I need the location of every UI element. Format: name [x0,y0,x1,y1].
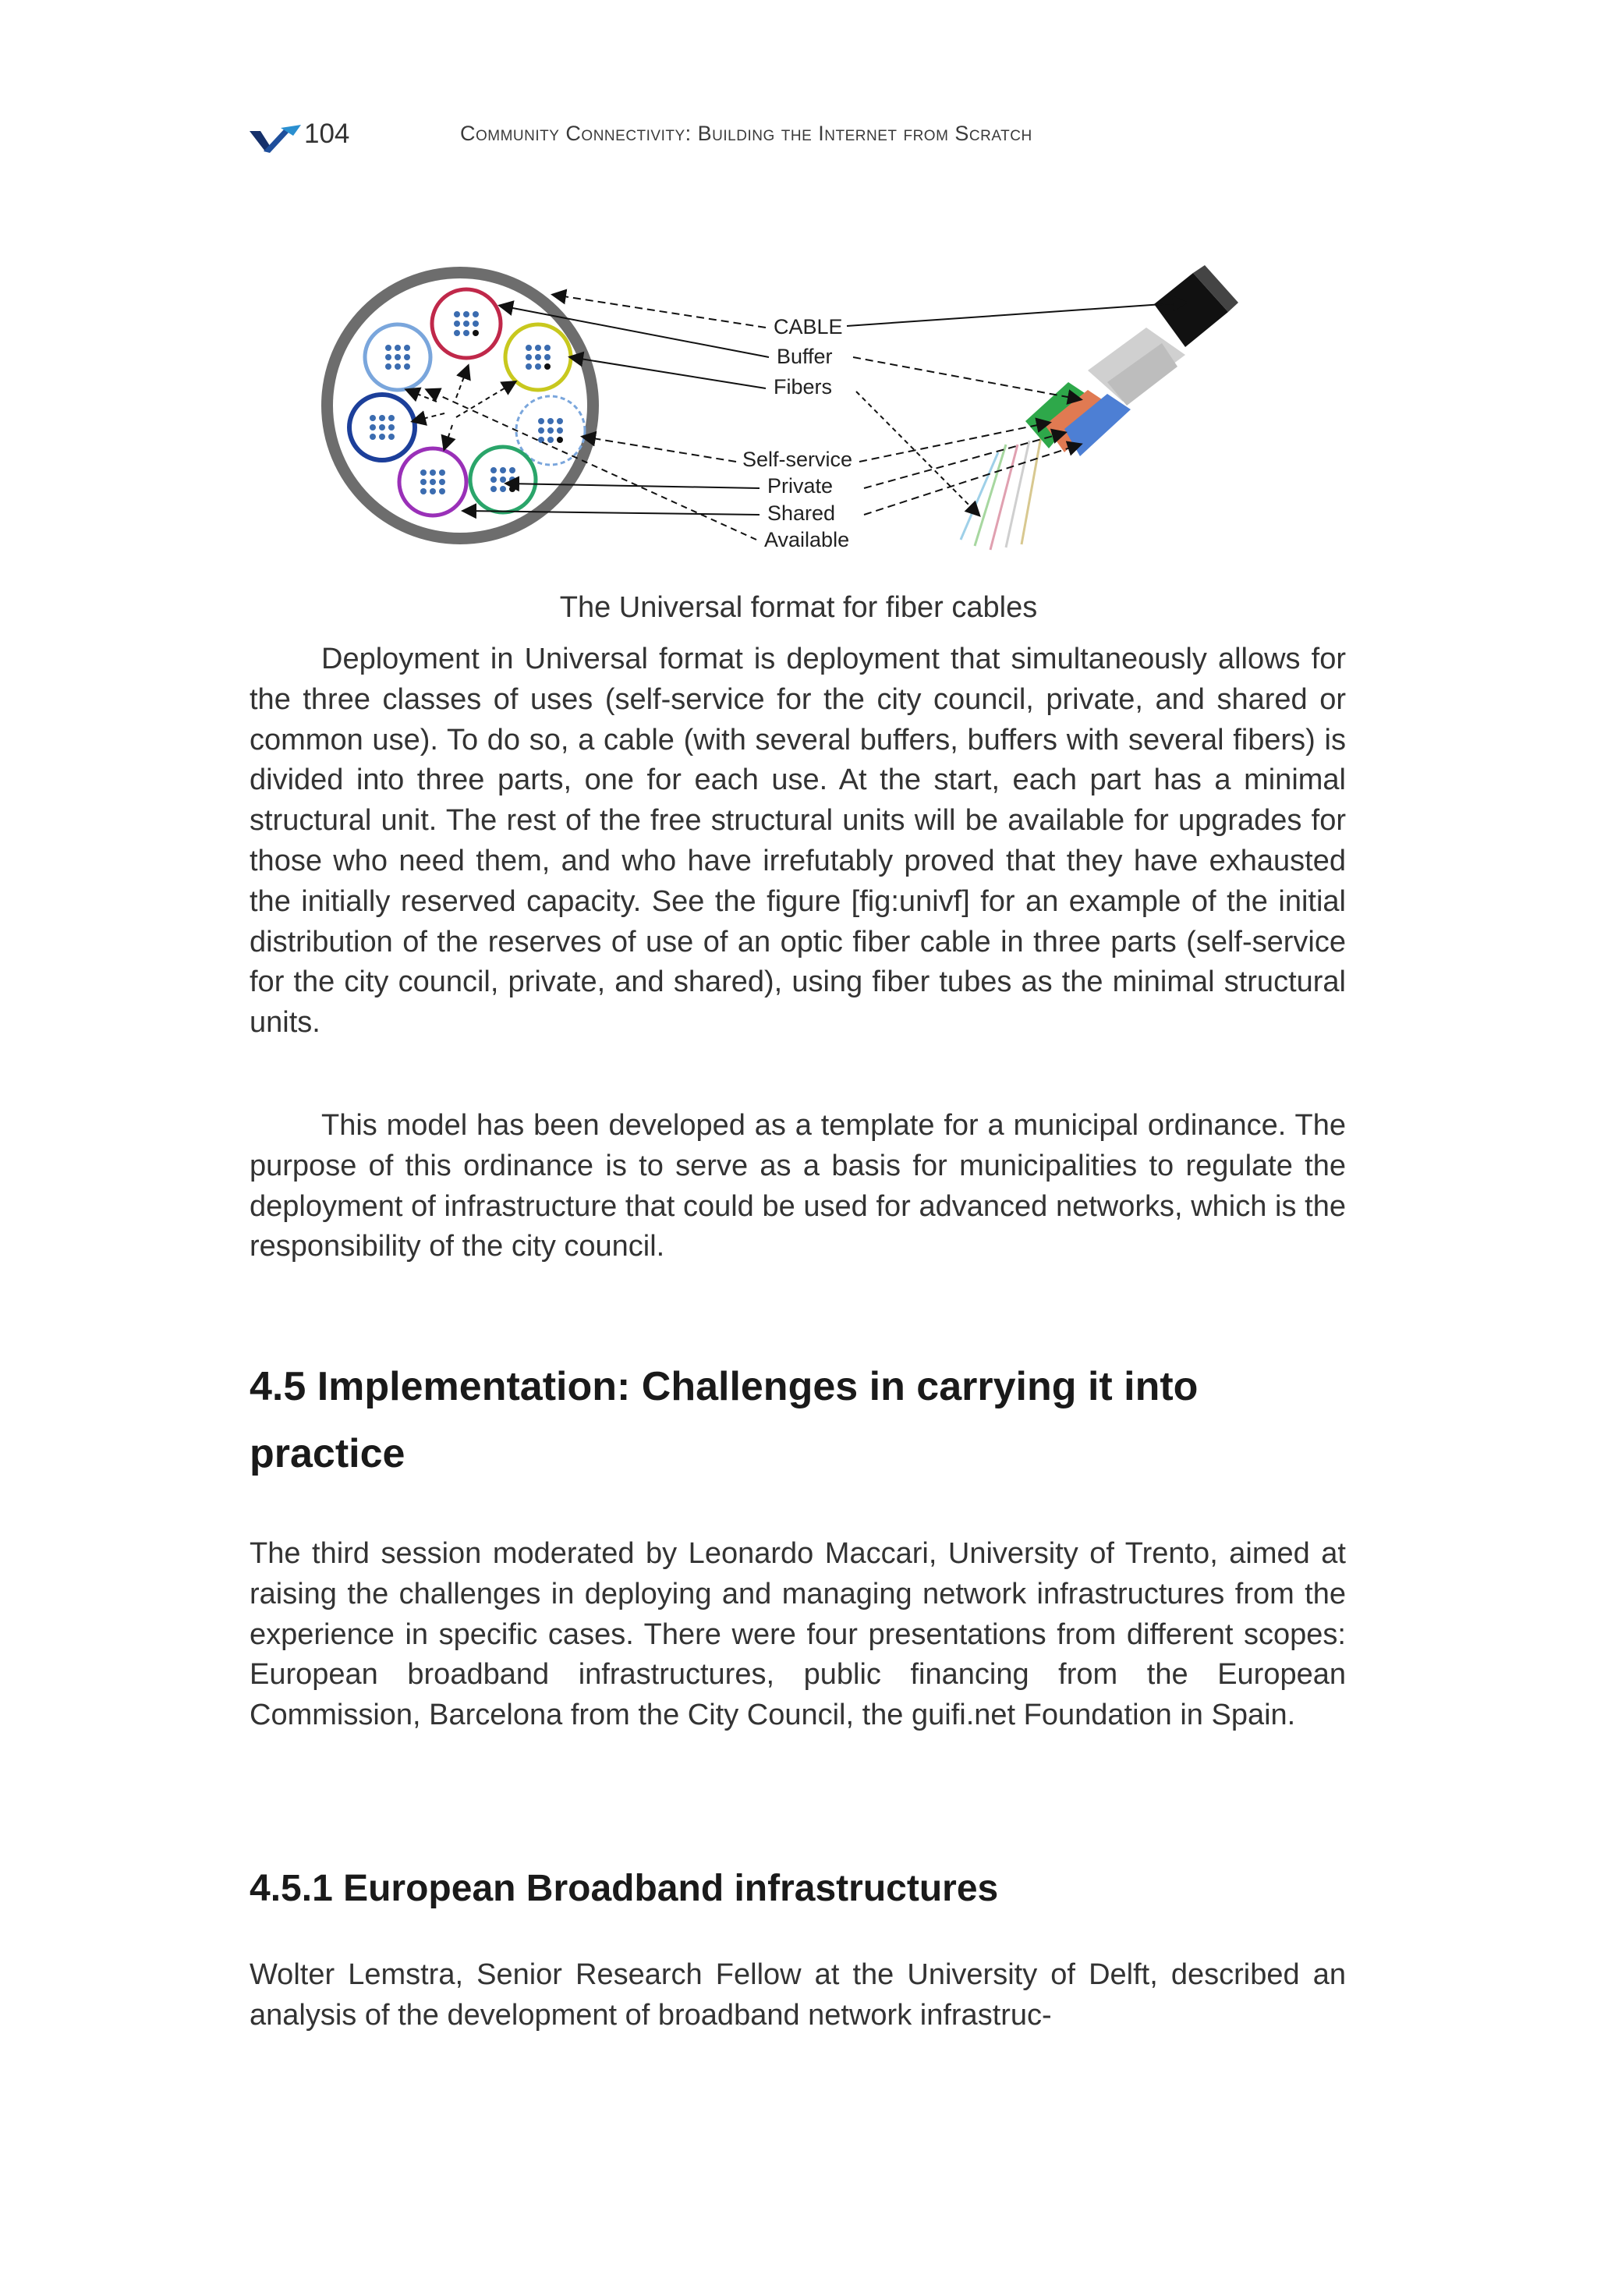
page-number: 104 [304,119,350,149]
label-available: Available [764,528,850,551]
label-cable: CABLE [774,315,843,338]
label-fibers: Fibers [774,375,833,399]
cable-cross-section [321,267,599,544]
subsection-heading-4-5-1: 4.5.1 European Broadband infrastructures [250,1868,999,1909]
section-heading-4-5: 4.5 Implementation: Challenges in carrying it into practice [250,1364,1199,1476]
paragraph-third-session: The third session moderated by Leonardo Maccari, University of Trento, aimed at raising the challenges in deploying and managing network infrastructures from the experience in specific cases. There were four presentations from different scopes: European broadband infrastructures, public financing from the European Commission, Barcelona from the City Council, the guifi.net Foundation in Spain. [250,1537,1346,1732]
publisher-logo-icon [250,125,306,153]
label-self-service: Self-service [742,448,853,471]
paragraph-universal-format: Deployment in Universal format is deployment that simultaneously allows for the three classes of uses (self-service for the city council, private, and shared or common use). To do so, a cable (with several buffers, buffers with several fibers) is divided into three parts, one for each use. At the start, each part has a minimal structural unit. The rest of the free structural units will be available for upgrades for those who need them, and who have irrefutably proved that they have exhausted the initially reserved capacity. See the figure [fig:univf] for an example of the initial distribution of the reserves of use of an optic fiber cable in three parts (self-service for the city council, private, and shared), using fiber tubes as the minimal structural units. [250,643,1346,1040]
paragraph-ordinance-model: This model has been developed as a template for a municipal ordinance. The purpose of this ordinance is to serve as a basis for municipalities to regulate the deployment of infrastructure that could be used for advanced networks, which is the responsibility of the city council. [250,1109,1346,1263]
label-buffer: Buffer [777,345,833,368]
paragraph-wolter-lemstra: Wolter Lemstra, Senior Research Fellow at the University of Delft, described an analysis of the development of broadband network infrastruc- [250,1958,1346,2032]
label-shared: Shared [767,501,836,525]
label-private: Private [767,474,834,498]
fiber-cable-figure [320,257,1302,562]
running-header-title: Community Connectivity: Building the Internet from Scratch [460,122,1032,145]
figure-caption: The Universal format for fiber cables [559,591,1038,624]
fiber-cable-diagram [320,257,1302,562]
